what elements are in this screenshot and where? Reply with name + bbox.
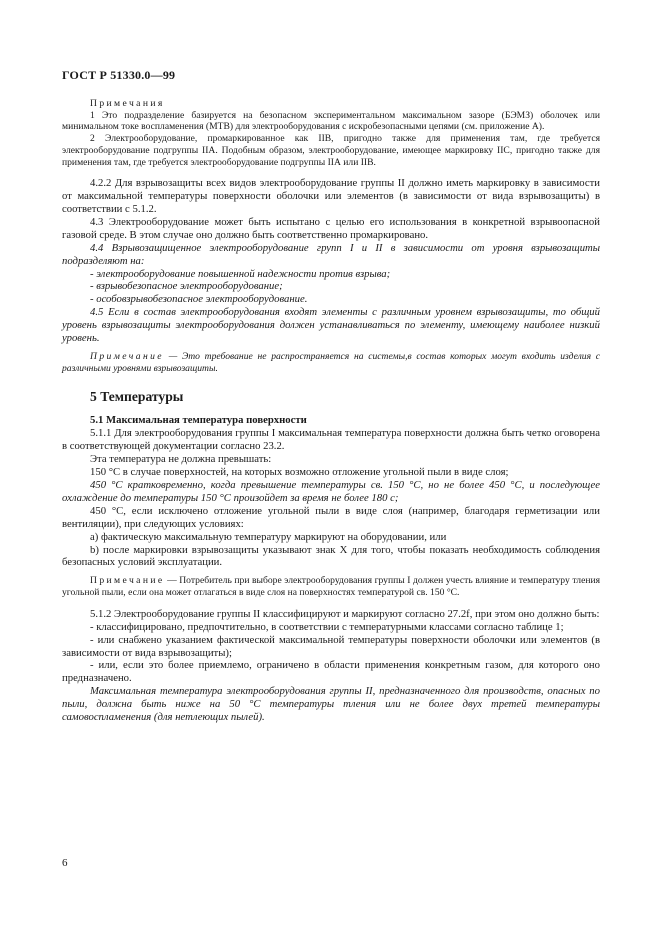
para-4-3: 4.3 Электрооборудование может быть испытано с целью его использования в конкретной взрывоопасной газовой среде. В этом случае оно должно быть соответственно промаркировано. [62, 215, 600, 241]
section-5-title: 5 Температуры [90, 389, 184, 405]
note-dash: — [164, 575, 180, 587]
note-requirement [62, 351, 600, 374]
note-1: 1 Это подразделение базируется на безопасном экспериментальном максимальном зазоре (БЭМЗ) оболочек или минимальном токе воспламенения (МТВ) для электрооборудования с искробезопасными цепями (см. приложение А). [62, 109, 600, 133]
para-dust-temperature: Максимальная температура электрооборудования группы II, предназначенного для производств, опасных по пыли, должна быть ниже на 50 °С температуры тления или не более двух третей температуры самовоспламенения (для нетлеющих пылей). [62, 685, 600, 724]
para-5-1-1: 5.1.1 Для электрооборудования группы I максимальная температура поверхности должна быть четко оговорена в соответствующей документации согласно 23.2. [62, 427, 600, 453]
para-450-short-term: 450 °С кратковременно, когда превышение температуры св. 150 °С, но не более 450 °С, и последующее охлаждение до температуры 150 °С произойдет за время не более 180 с; [62, 479, 600, 504]
list-item: - или снабжено указанием фактической максимальной температуры поверхности оболочки или элементов (в зависимости от вида взрывозащиты); [62, 633, 600, 659]
para-b: b) после маркировки взрывозащиты указывают знак X для того, чтобы показать необходимость соблюдения безопасных условий эксплуатации. [62, 543, 600, 569]
para-a: a) фактическую максимальную температуру маркируют на оборудовании, или [90, 530, 447, 543]
list-item: - особовзрывобезопасное электрооборудование. [90, 293, 308, 306]
para-150: 150 °С в случае поверхностей, на которых возможно отложение угольной пыли в виде слоя; [90, 466, 509, 479]
para-5-1-2: 5.1.2 Электрооборудование группы II классифицируют и маркируют согласно 27.2f, при этом оно должно быть: [90, 607, 600, 620]
note-dash: — [163, 351, 182, 362]
para-450: 450 °С, если исключено отложение угольной пыли в виде слоя (например, благодаря герметизации или вентиляции), при следующих условиях: [62, 504, 600, 530]
list-item: - или, если это более приемлемо, ограничено в области применения конкретным газом, для которого оно предназначено. [62, 659, 600, 685]
note-consumer [62, 575, 600, 598]
page-number: 6 [62, 857, 68, 869]
notes-title: Примечания [90, 98, 165, 109]
para-4-5: 4.5 Если в состав электрооборудования входят элементы с различным уровнем взрывозащиты, то общий уровень взрывозащиты электрооборудования должен устанавливаться по элементу, имеющему наиболее низкий уровень. [62, 306, 600, 345]
note-label: Примечание [90, 575, 165, 587]
list-item: - электрооборудование повышенной надежности против взрыва; [90, 267, 391, 280]
note-text: Потребитель при выборе электрооборудования группы I должен учесть влияние и температуру тления угольной пыли, если она может отлагаться в виде слоя на поверхностях температурой св. 150 °С. [62, 575, 601, 599]
list-item: - классифицировано, предпочтительно, в соответствии с температурными классами согласно таблице 1; [90, 620, 564, 633]
note-2: 2 Электрооборудование, промаркированное как IIВ, пригодно также для применения там, где требуется электрооборудование подгруппы IIА. Подобным образом, электрооборудование, имеющее маркировку IIС, пригодно также для применения там, где требуется электрооборудование подгруппы IIА или IIВ. [62, 133, 600, 168]
para-4-2-2: 4.2.2 Для взрывозащиты всех видов электрооборудование группы II должно иметь маркировку в зависимости от максимальной температуры поверхности оболочки или элементов (в зависимости от вида взрывозащиты) в соответствии с 5.1.2. [62, 177, 600, 216]
note-text: Это требование не распространяется на системы,в состав которых могут входить изделия с различными уровнями взрывозащиты. [62, 351, 601, 374]
list-item: - взрывобезопасное электрооборудование; [90, 280, 283, 293]
page-content [62, 98, 600, 724]
note-label: Примечание [90, 351, 164, 362]
standard-code-header: ГОСТ Р 51330.0—99 [62, 68, 176, 82]
subsection-5-1-title: 5.1 Максимальная температура поверхности [90, 414, 307, 427]
para-not-exceed: Эта температура не должна превышать: [90, 453, 272, 466]
para-4-4: 4.4 Взрывозащищенное электрооборудование групп I и II в зависимости от уровня взрывозащиты подразделяют на: [62, 241, 600, 267]
